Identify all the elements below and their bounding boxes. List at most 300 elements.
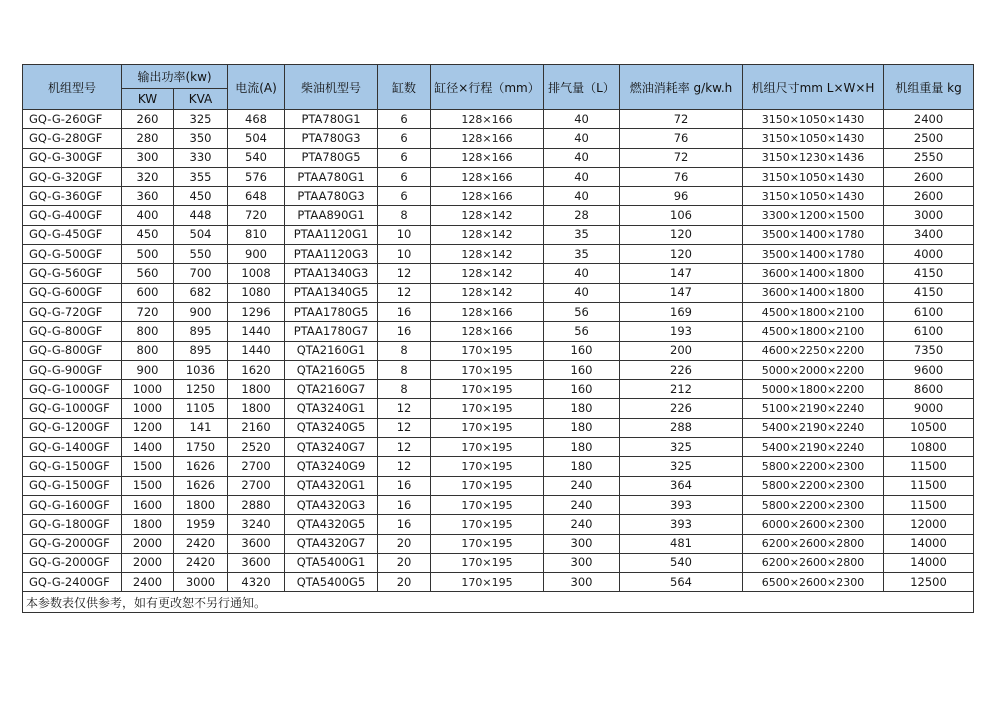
cell-model: GQ-G-500GF (23, 245, 122, 264)
cell-model: GQ-G-1600GF (23, 495, 122, 514)
header-power: 输出功率(kw) (122, 65, 228, 89)
cell-kw: 560 (122, 264, 174, 283)
cell-kw: 500 (122, 245, 174, 264)
cell-displacement: 160 (544, 360, 620, 379)
cell-unit-size: 5800×2200×2300 (743, 457, 884, 476)
cell-cylinders: 6 (378, 129, 431, 148)
cell-fuel-consumption: 169 (620, 302, 743, 321)
cell-cylinders: 10 (378, 225, 431, 244)
cell-bore-stroke: 128×166 (431, 110, 544, 129)
cell-unit-size: 3600×1400×1800 (743, 264, 884, 283)
cell-cylinders: 10 (378, 245, 431, 264)
cell-engine: QTA2160G5 (285, 360, 378, 379)
cell-unit-size: 3150×1050×1430 (743, 129, 884, 148)
cell-model: GQ-G-1500GF (23, 476, 122, 495)
table-row (23, 129, 974, 148)
cell-kva: 1105 (174, 399, 228, 418)
cell-displacement: 240 (544, 515, 620, 534)
cell-kva: 355 (174, 167, 228, 186)
cell-cylinders: 16 (378, 322, 431, 341)
cell-engine: PTA780G1 (285, 110, 378, 129)
cell-displacement: 40 (544, 110, 620, 129)
footnote: 本参数表仅供参考，如有更改恕不另行通知。 (23, 592, 974, 613)
cell-current: 1440 (228, 341, 285, 360)
cell-engine: PTAA1340G3 (285, 264, 378, 283)
cell-displacement: 40 (544, 283, 620, 302)
cell-unit-size: 4500×1800×2100 (743, 302, 884, 321)
cell-cylinders: 8 (378, 206, 431, 225)
table-row (23, 110, 974, 129)
cell-fuel-consumption: 212 (620, 380, 743, 399)
table-row (23, 418, 974, 437)
cell-current: 900 (228, 245, 285, 264)
cell-current: 1080 (228, 283, 285, 302)
cell-engine: QTA5400G1 (285, 553, 378, 572)
cell-fuel-consumption: 564 (620, 573, 743, 592)
cell-unit-size: 5100×2190×2240 (743, 399, 884, 418)
cell-engine: QTA4320G7 (285, 534, 378, 553)
cell-kw: 260 (122, 110, 174, 129)
cell-fuel-consumption: 364 (620, 476, 743, 495)
cell-cylinders: 6 (378, 110, 431, 129)
cell-model: GQ-G-900GF (23, 360, 122, 379)
cell-kw: 1000 (122, 399, 174, 418)
cell-current: 648 (228, 187, 285, 206)
cell-weight: 12500 (884, 573, 974, 592)
cell-weight: 11500 (884, 476, 974, 495)
cell-bore-stroke: 128×142 (431, 264, 544, 283)
cell-unit-size: 4600×2250×2200 (743, 341, 884, 360)
header-weight: 机组重量 kg (884, 65, 974, 110)
cell-bore-stroke: 128×142 (431, 245, 544, 264)
cell-unit-size: 5000×2000×2200 (743, 360, 884, 379)
table-row (23, 341, 974, 360)
cell-engine: QTA3240G7 (285, 438, 378, 457)
cell-fuel-consumption: 72 (620, 110, 743, 129)
cell-unit-size: 6200×2600×2800 (743, 534, 884, 553)
table-row (23, 553, 974, 572)
cell-weight: 2600 (884, 167, 974, 186)
cell-weight: 2400 (884, 110, 974, 129)
cell-unit-size: 3150×1050×1430 (743, 187, 884, 206)
header-current: 电流(A) (228, 65, 285, 110)
cell-bore-stroke: 128×166 (431, 129, 544, 148)
cell-weight: 6100 (884, 302, 974, 321)
cell-current: 720 (228, 206, 285, 225)
cell-cylinders: 12 (378, 438, 431, 457)
cell-weight: 14000 (884, 553, 974, 572)
cell-weight: 3400 (884, 225, 974, 244)
cell-displacement: 180 (544, 418, 620, 437)
cell-displacement: 35 (544, 225, 620, 244)
cell-model: GQ-G-2000GF (23, 553, 122, 572)
cell-kva: 550 (174, 245, 228, 264)
cell-kw: 1600 (122, 495, 174, 514)
cell-weight: 3000 (884, 206, 974, 225)
cell-model: GQ-G-280GF (23, 129, 122, 148)
cell-current: 1800 (228, 399, 285, 418)
cell-kw: 320 (122, 167, 174, 186)
cell-current: 3600 (228, 534, 285, 553)
cell-unit-size: 6500×2600×2300 (743, 573, 884, 592)
table-row (23, 515, 974, 534)
cell-kw: 900 (122, 360, 174, 379)
cell-engine: QTA4320G5 (285, 515, 378, 534)
cell-kw: 280 (122, 129, 174, 148)
cell-kva: 900 (174, 302, 228, 321)
cell-displacement: 300 (544, 553, 620, 572)
header-kva: KVA (174, 89, 228, 110)
cell-engine: QTA5400G5 (285, 573, 378, 592)
cell-kva: 1036 (174, 360, 228, 379)
cell-displacement: 180 (544, 399, 620, 418)
table-row (23, 476, 974, 495)
cell-unit-size: 4500×1800×2100 (743, 322, 884, 341)
cell-weight: 10800 (884, 438, 974, 457)
cell-bore-stroke: 128×142 (431, 283, 544, 302)
cell-cylinders: 6 (378, 187, 431, 206)
table-row (23, 457, 974, 476)
cell-engine: PTAA780G3 (285, 187, 378, 206)
cell-current: 810 (228, 225, 285, 244)
cell-bore-stroke: 170×195 (431, 418, 544, 437)
cell-weight: 11500 (884, 457, 974, 476)
cell-kva: 450 (174, 187, 228, 206)
table-row (23, 148, 974, 167)
cell-cylinders: 12 (378, 283, 431, 302)
cell-kw: 450 (122, 225, 174, 244)
cell-kva: 1626 (174, 476, 228, 495)
cell-bore-stroke: 170×195 (431, 495, 544, 514)
cell-fuel-consumption: 325 (620, 438, 743, 457)
cell-weight: 9600 (884, 360, 974, 379)
cell-weight: 8600 (884, 380, 974, 399)
cell-cylinders: 6 (378, 148, 431, 167)
cell-model: GQ-G-1200GF (23, 418, 122, 437)
cell-model: GQ-G-260GF (23, 110, 122, 129)
cell-current: 468 (228, 110, 285, 129)
cell-unit-size: 5800×2200×2300 (743, 476, 884, 495)
cell-model: GQ-G-800GF (23, 322, 122, 341)
cell-bore-stroke: 170×195 (431, 341, 544, 360)
cell-displacement: 40 (544, 264, 620, 283)
cell-bore-stroke: 128×166 (431, 148, 544, 167)
cell-kw: 1500 (122, 457, 174, 476)
cell-model: GQ-G-2000GF (23, 534, 122, 553)
cell-fuel-consumption: 226 (620, 360, 743, 379)
cell-kw: 1400 (122, 438, 174, 457)
cell-displacement: 160 (544, 380, 620, 399)
cell-unit-size: 3600×1400×1800 (743, 283, 884, 302)
table-row (23, 322, 974, 341)
cell-engine: PTAA1340G5 (285, 283, 378, 302)
cell-kva: 448 (174, 206, 228, 225)
cell-bore-stroke: 170×195 (431, 573, 544, 592)
cell-displacement: 40 (544, 187, 620, 206)
cell-weight: 4150 (884, 264, 974, 283)
cell-displacement: 56 (544, 322, 620, 341)
cell-unit-size: 3500×1400×1780 (743, 245, 884, 264)
cell-kw: 400 (122, 206, 174, 225)
cell-engine: PTA780G5 (285, 148, 378, 167)
cell-unit-size: 5400×2190×2240 (743, 438, 884, 457)
table-header (23, 65, 974, 110)
cell-engine: QTA4320G3 (285, 495, 378, 514)
cell-bore-stroke: 128×142 (431, 206, 544, 225)
cell-kva: 1800 (174, 495, 228, 514)
cell-displacement: 240 (544, 495, 620, 514)
cell-fuel-consumption: 76 (620, 167, 743, 186)
cell-weight: 2600 (884, 187, 974, 206)
cell-bore-stroke: 170×195 (431, 457, 544, 476)
cell-bore-stroke: 128×166 (431, 302, 544, 321)
cell-current: 540 (228, 148, 285, 167)
cell-model: GQ-G-800GF (23, 341, 122, 360)
cell-model: GQ-G-720GF (23, 302, 122, 321)
cell-fuel-consumption: 200 (620, 341, 743, 360)
cell-bore-stroke: 128×166 (431, 187, 544, 206)
cell-cylinders: 16 (378, 476, 431, 495)
cell-fuel-consumption: 393 (620, 495, 743, 514)
cell-engine: QTA2160G1 (285, 341, 378, 360)
cell-kva: 325 (174, 110, 228, 129)
cell-fuel-consumption: 147 (620, 283, 743, 302)
cell-model: GQ-G-450GF (23, 225, 122, 244)
cell-displacement: 35 (544, 245, 620, 264)
cell-kw: 720 (122, 302, 174, 321)
cell-weight: 6100 (884, 322, 974, 341)
table-row (23, 167, 974, 186)
cell-engine: PTA780G3 (285, 129, 378, 148)
table-row (23, 534, 974, 553)
cell-unit-size: 5800×2200×2300 (743, 495, 884, 514)
cell-current: 2700 (228, 457, 285, 476)
cell-bore-stroke: 128×142 (431, 225, 544, 244)
cell-model: GQ-G-1500GF (23, 457, 122, 476)
cell-kva: 1750 (174, 438, 228, 457)
cell-weight: 10500 (884, 418, 974, 437)
cell-model: GQ-G-1000GF (23, 380, 122, 399)
cell-model: GQ-G-1000GF (23, 399, 122, 418)
cell-engine: PTAA890G1 (285, 206, 378, 225)
cell-cylinders: 8 (378, 360, 431, 379)
cell-bore-stroke: 128×166 (431, 322, 544, 341)
cell-kva: 1959 (174, 515, 228, 534)
cell-weight: 14000 (884, 534, 974, 553)
cell-unit-size: 3150×1050×1430 (743, 110, 884, 129)
cell-displacement: 40 (544, 167, 620, 186)
cell-kw: 800 (122, 322, 174, 341)
cell-engine: QTA2160G7 (285, 380, 378, 399)
cell-bore-stroke: 170×195 (431, 438, 544, 457)
cell-kva: 1626 (174, 457, 228, 476)
cell-bore-stroke: 170×195 (431, 360, 544, 379)
cell-engine: QTA3240G9 (285, 457, 378, 476)
table-row (23, 380, 974, 399)
cell-current: 2880 (228, 495, 285, 514)
cell-kw: 300 (122, 148, 174, 167)
cell-weight: 7350 (884, 341, 974, 360)
cell-kva: 330 (174, 148, 228, 167)
cell-fuel-consumption: 193 (620, 322, 743, 341)
cell-kva: 141 (174, 418, 228, 437)
cell-displacement: 240 (544, 476, 620, 495)
cell-current: 1440 (228, 322, 285, 341)
cell-displacement: 180 (544, 457, 620, 476)
cell-current: 2520 (228, 438, 285, 457)
table-row (23, 438, 974, 457)
cell-kva: 3000 (174, 573, 228, 592)
cell-cylinders: 16 (378, 302, 431, 321)
cell-engine: PTAA1120G1 (285, 225, 378, 244)
cell-fuel-consumption: 288 (620, 418, 743, 437)
cell-weight: 12000 (884, 515, 974, 534)
cell-unit-size: 6200×2600×2800 (743, 553, 884, 572)
header-displacement: 排气量（L） (544, 65, 620, 110)
cell-model: GQ-G-600GF (23, 283, 122, 302)
cell-kva: 682 (174, 283, 228, 302)
cell-cylinders: 20 (378, 534, 431, 553)
cell-kw: 2000 (122, 534, 174, 553)
cell-displacement: 28 (544, 206, 620, 225)
cell-kw: 600 (122, 283, 174, 302)
table-row (23, 360, 974, 379)
cell-current: 504 (228, 129, 285, 148)
table-row (23, 206, 974, 225)
header-cylinders: 缸数 (378, 65, 431, 110)
header-fuel-consumption: 燃油消耗率 g/kw.h (620, 65, 743, 110)
cell-fuel-consumption: 96 (620, 187, 743, 206)
cell-fuel-consumption: 147 (620, 264, 743, 283)
cell-fuel-consumption: 120 (620, 245, 743, 264)
table-row (23, 225, 974, 244)
cell-cylinders: 20 (378, 553, 431, 572)
cell-fuel-consumption: 106 (620, 206, 743, 225)
cell-kva: 2420 (174, 553, 228, 572)
cell-weight: 4150 (884, 283, 974, 302)
cell-kw: 1800 (122, 515, 174, 534)
cell-fuel-consumption: 540 (620, 553, 743, 572)
cell-weight: 9000 (884, 399, 974, 418)
cell-current: 4320 (228, 573, 285, 592)
cell-current: 3240 (228, 515, 285, 534)
cell-current: 1800 (228, 380, 285, 399)
header-unit-size: 机组尺寸mm L×W×H (743, 65, 884, 110)
cell-kva: 350 (174, 129, 228, 148)
cell-cylinders: 20 (378, 573, 431, 592)
cell-bore-stroke: 170×195 (431, 399, 544, 418)
cell-current: 3600 (228, 553, 285, 572)
cell-weight: 2550 (884, 148, 974, 167)
cell-cylinders: 6 (378, 167, 431, 186)
cell-kva: 2420 (174, 534, 228, 553)
cell-engine: PTAA1780G7 (285, 322, 378, 341)
table-body (23, 110, 974, 592)
cell-displacement: 40 (544, 148, 620, 167)
cell-fuel-consumption: 226 (620, 399, 743, 418)
cell-displacement: 56 (544, 302, 620, 321)
cell-cylinders: 12 (378, 399, 431, 418)
cell-current: 576 (228, 167, 285, 186)
table-row (23, 187, 974, 206)
cell-model: GQ-G-1400GF (23, 438, 122, 457)
cell-displacement: 40 (544, 129, 620, 148)
cell-weight: 4000 (884, 245, 974, 264)
cell-kva: 700 (174, 264, 228, 283)
table-row (23, 264, 974, 283)
cell-bore-stroke: 170×195 (431, 476, 544, 495)
cell-unit-size: 3300×1200×1500 (743, 206, 884, 225)
cell-kva: 895 (174, 341, 228, 360)
cell-current: 1620 (228, 360, 285, 379)
cell-cylinders: 12 (378, 457, 431, 476)
cell-model: GQ-G-320GF (23, 167, 122, 186)
generator-spec-table (22, 64, 974, 613)
cell-model: GQ-G-560GF (23, 264, 122, 283)
cell-cylinders: 8 (378, 380, 431, 399)
cell-engine: PTAA1780G5 (285, 302, 378, 321)
cell-current: 2700 (228, 476, 285, 495)
spec-sheet (22, 64, 973, 613)
cell-unit-size: 5000×1800×2200 (743, 380, 884, 399)
cell-engine: PTAA780G1 (285, 167, 378, 186)
cell-engine: QTA4320G1 (285, 476, 378, 495)
table-row (23, 399, 974, 418)
cell-displacement: 180 (544, 438, 620, 457)
header-model: 机组型号 (23, 65, 122, 110)
header-bore-stroke: 缸径×行程（mm） (431, 65, 544, 110)
cell-fuel-consumption: 72 (620, 148, 743, 167)
cell-engine: PTAA1120G3 (285, 245, 378, 264)
cell-unit-size: 3150×1230×1436 (743, 148, 884, 167)
table-row (23, 245, 974, 264)
cell-displacement: 300 (544, 573, 620, 592)
cell-cylinders: 12 (378, 264, 431, 283)
cell-model: GQ-G-300GF (23, 148, 122, 167)
cell-current: 1296 (228, 302, 285, 321)
table-row (23, 283, 974, 302)
cell-cylinders: 16 (378, 515, 431, 534)
cell-kw: 800 (122, 341, 174, 360)
cell-unit-size: 3150×1050×1430 (743, 167, 884, 186)
table-row (23, 573, 974, 592)
cell-unit-size: 3500×1400×1780 (743, 225, 884, 244)
cell-unit-size: 6000×2600×2300 (743, 515, 884, 534)
cell-kva: 504 (174, 225, 228, 244)
cell-bore-stroke: 128×166 (431, 167, 544, 186)
cell-kw: 2400 (122, 573, 174, 592)
cell-kw: 1000 (122, 380, 174, 399)
cell-fuel-consumption: 393 (620, 515, 743, 534)
cell-displacement: 300 (544, 534, 620, 553)
header-engine: 柴油机型号 (285, 65, 378, 110)
cell-bore-stroke: 170×195 (431, 534, 544, 553)
cell-kva: 1250 (174, 380, 228, 399)
cell-current: 1008 (228, 264, 285, 283)
cell-model: GQ-G-1800GF (23, 515, 122, 534)
header-kw: KW (122, 89, 174, 110)
table-row (23, 495, 974, 514)
cell-cylinders: 8 (378, 341, 431, 360)
cell-fuel-consumption: 325 (620, 457, 743, 476)
cell-model: GQ-G-400GF (23, 206, 122, 225)
cell-weight: 11500 (884, 495, 974, 514)
cell-kw: 1200 (122, 418, 174, 437)
cell-kw: 1500 (122, 476, 174, 495)
cell-unit-size: 5400×2190×2240 (743, 418, 884, 437)
cell-kw: 360 (122, 187, 174, 206)
cell-cylinders: 16 (378, 495, 431, 514)
